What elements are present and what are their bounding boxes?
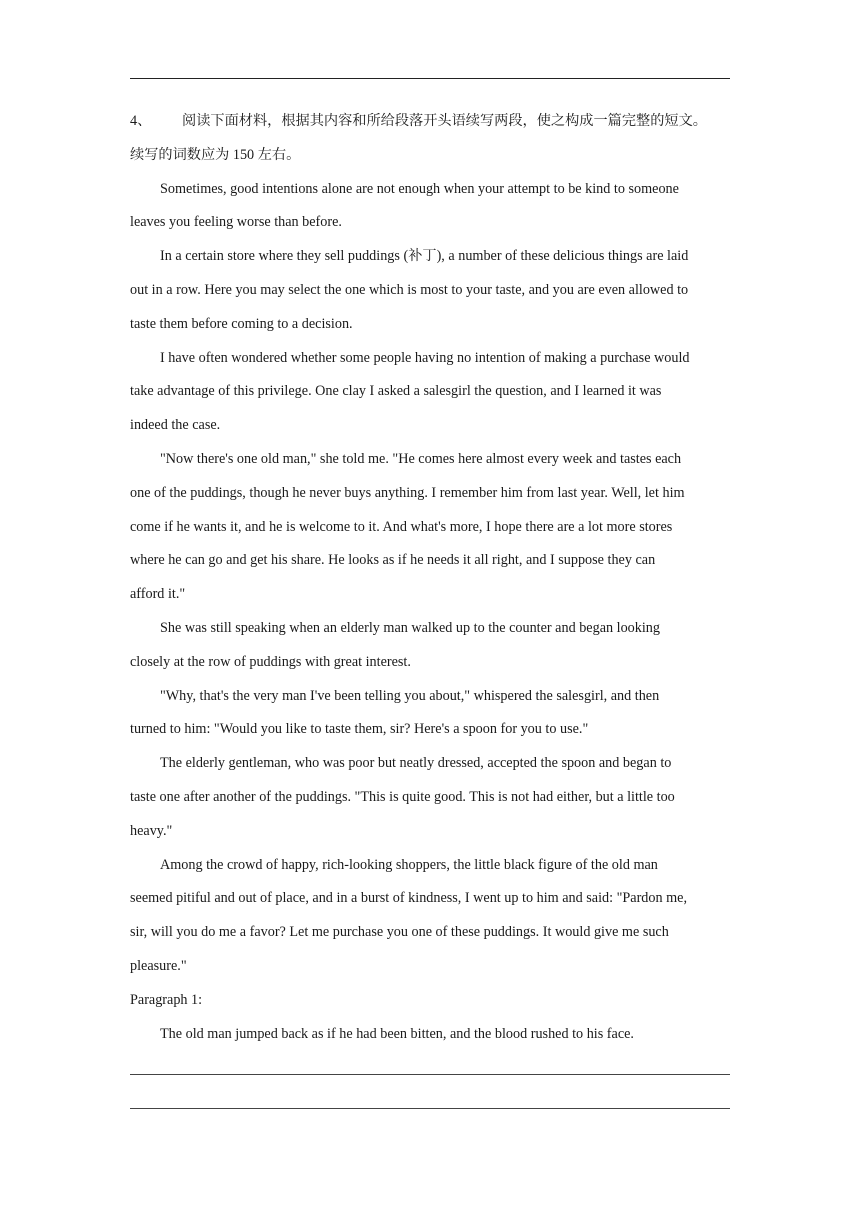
passage-line: leaves you feeling worse than before. (130, 214, 342, 231)
passage-line: In a certain store where they sell puddings (补丁), a number of these delicious things are laid (160, 248, 689, 265)
passage-line: closely at the row of puddings with great interest. (130, 653, 411, 670)
passage-line: taste them before coming to a decision. (130, 315, 353, 332)
passage-line: The elderly gentleman, who was poor but neatly dressed, accepted the spoon and began to (160, 755, 672, 772)
paragraph-label: Paragraph 1: (130, 991, 203, 1008)
passage-line: I have often wondered whether some people having no intention of making a purchase would (160, 349, 690, 366)
passage-line: Sometimes, good intentions alone are not enough when your attempt to be kind to someone (160, 180, 679, 197)
passage-line: sir, will you do me a favor? Let me purchase you one of these puddings. It would give me such (130, 924, 669, 941)
passage-line: "Why, that's the very man I've been telling you about," whispered the salesgirl, and then (160, 687, 660, 704)
question-content (130, 105, 730, 1051)
passage-line: take advantage of this privilege. One clay I asked a salesgirl the question, and I learned it was (130, 383, 662, 400)
passage-line: She was still speaking when an elderly man walked up to the counter and began looking (160, 619, 660, 636)
passage-line: seemed pitiful and out of place, and in a burst of kindness, I went up to him and said: "Pardon me, (130, 890, 688, 907)
instructions-line-2: 续写的词数应为 150 左右。 (130, 146, 301, 163)
passage-line: pleasure." (130, 957, 187, 974)
passage-line: taste one after another of the puddings. "This is quite good. This is not had either, but a little too (130, 788, 675, 805)
passage-line: out in a row. Here you may select the one which is most to your taste, and you are even allowed to (130, 281, 689, 298)
passage-line: Among the crowd of happy, rich-looking shoppers, the little black figure of the old man (160, 856, 658, 873)
passage-line: turned to him: "Would you like to taste them, sir? Here's a spoon for you to use." (130, 721, 589, 738)
answer-line[interactable] (130, 1074, 730, 1075)
passage-line: come if he wants it, and he is welcome to it. And what's more, I hope there are a lot more stores (130, 518, 673, 535)
passage-line: afford it." (130, 586, 186, 603)
header-rule (130, 78, 730, 79)
passage-line: one of the puddings, though he never buys anything. I remember him from last year. Well, let him (130, 484, 685, 501)
passage-line: indeed the case. (130, 417, 221, 434)
instructions-text: 阅读下面材料，根据其内容和所给段落开头语续写两段，使之构成一篇完整的短文。 (182, 113, 707, 129)
paragraph-opening: The old man jumped back as if he had been bitten, and the blood rushed to his face. (160, 1025, 634, 1042)
passage-line: where he can go and get his share. He looks as if he needs it all right, and I suppose they can (130, 552, 656, 569)
passage-line: heavy." (130, 822, 173, 839)
document-page (130, 0, 730, 1216)
question-number: 4、 (130, 113, 152, 129)
answer-line[interactable] (130, 1108, 730, 1109)
instructions-line-1 (130, 105, 730, 139)
passage-line: "Now there's one old man," she told me. "He comes here almost every week and tastes each (160, 450, 682, 467)
